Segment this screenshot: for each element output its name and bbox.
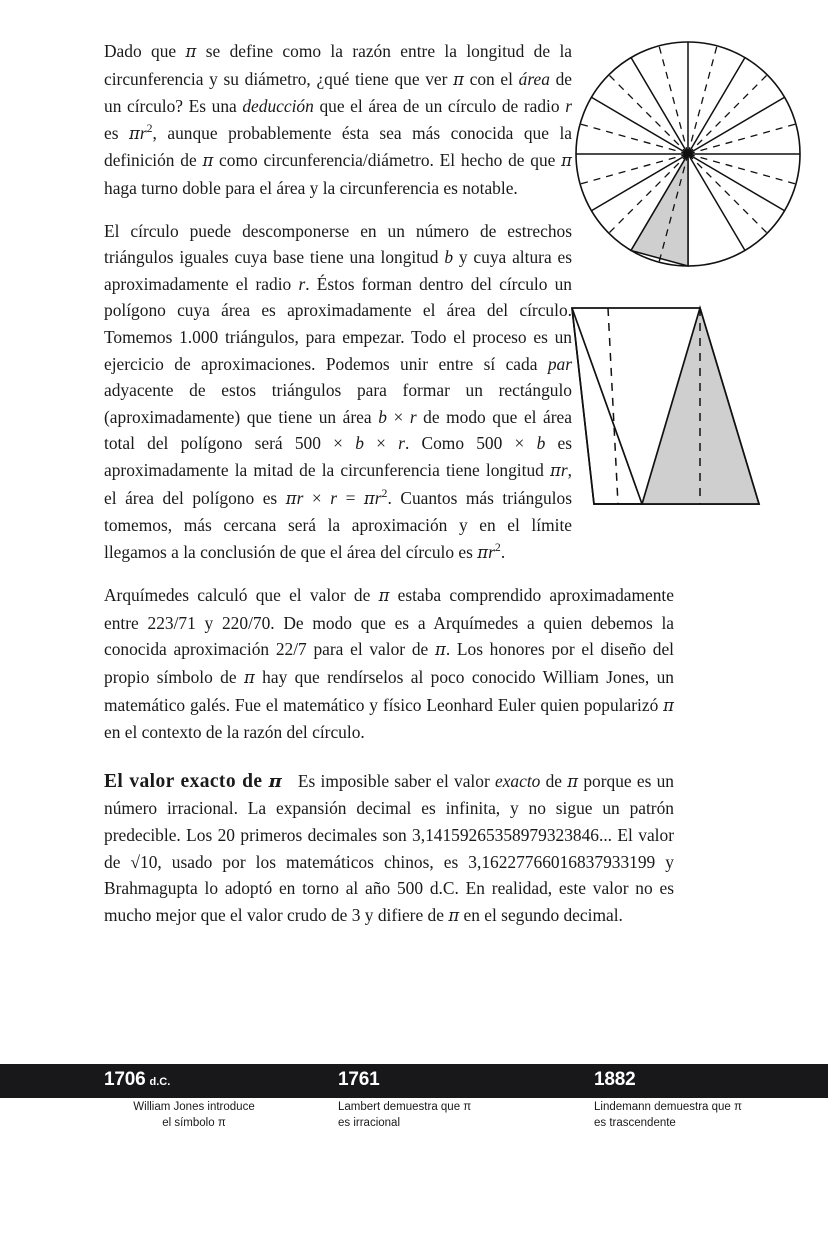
timeline-caption-1 [104,1100,284,1131]
article-text-column [104,38,674,945]
timeline-entry-3 [594,1069,639,1091]
timeline-caption-3 [594,1100,814,1131]
paragraph-4: El valor exacto de π Es imposible saber el valor exacto de π porque es un número irracional. La expansión decimal es infinita, y no sigue un patrón predecible. Los 20 primeros decimales son 3,14159265358979323846... El valor de √10, usado por los matemáticos chinos, es 3,16227766016837933199 y Brahmagupta lo adoptó en torno al año 500 d.C. En realidad, este valor no es mucho mejor que el valor crudo de 3 y difiere de π en el segundo decimal. [104,770,674,925]
caption-line-1: Lindemann demuestra que π [594,1101,742,1113]
timeline-entry-2 [338,1069,383,1091]
paragraph-3: Arquímedes calculó que el valor de π estaba comprendido aproximadamente entre 223/71 y 220/70. De modo que es a Arquímedes a quien debemos la conocida aproximación 22/7 para el valor de π. Los honores por el diseño del propio símbolo de π hay que rendírselos al poco conocido William Jones, un matemático galés. Fue el matemático y físico Leonhard Euler quien popularizó π en el contexto de la razón del círculo. [104,585,674,743]
caption-line-1: Lambert demuestra que π [338,1101,472,1113]
caption-line-2: es irracional [338,1116,400,1129]
timeline-year-suffix: d.C. [149,1076,171,1088]
paragraph-1: Dado que π se define como la razón entre la longitud de la circunferencia y su diámetro, ¿qué tiene que ver π con el área de un círculo? Es una deducción que el área de un círculo de radio r es $\pi r^2$, aunque probablemente ésta sea más conocida que la definición de π como circunferencia/diámetro. El hecho de que π haga turno doble para el área y la circunferencia es notable. [104,41,572,198]
timeline-entry-1 [104,1069,170,1091]
timeline-year: 1761 [338,1069,380,1090]
paragraph-2: El círculo puede descomponerse en un número de estrechos triángulos iguales cuya base tiene una longitud b y cuya altura es aproximadamente el radio r. Éstos forman dentro del círculo un polígono cuya área es aproximadamente el área del círculo. Tomemos 1.000 triángulos, para empezar. Todo el proceso es un ejercicio de aproximaciones. Podemos unir entre sí cada par adyacente de estos triángulos para formar un rectángulo (aproximadamente) que tiene un área b × r de modo que el área total del polígono será 500 × b × r. Como 500 × b es aproximadamente la mitad de la circunferencia tiene longitud πr, el área del polígono es $\pi r \times r = \pi r^2$. Cuantos más triángulos tomemos, más cercana será la aproximación y en el límite llegamos a la conclusión de que el área del círculo es $\pi r^2$. [104,220,573,562]
timeline-year: 1706 [104,1069,146,1090]
caption-line-1: William Jones introduce [133,1101,255,1113]
timeline-caption-2 [338,1100,538,1131]
timeline-captions [0,1100,828,1150]
caption-line-2: es trascendente [594,1116,676,1129]
caption-line-2: el símbolo π [162,1116,226,1129]
section-heading: El valor exacto de π [104,770,283,792]
timeline-band [0,1064,828,1098]
timeline-year: 1882 [594,1069,636,1090]
